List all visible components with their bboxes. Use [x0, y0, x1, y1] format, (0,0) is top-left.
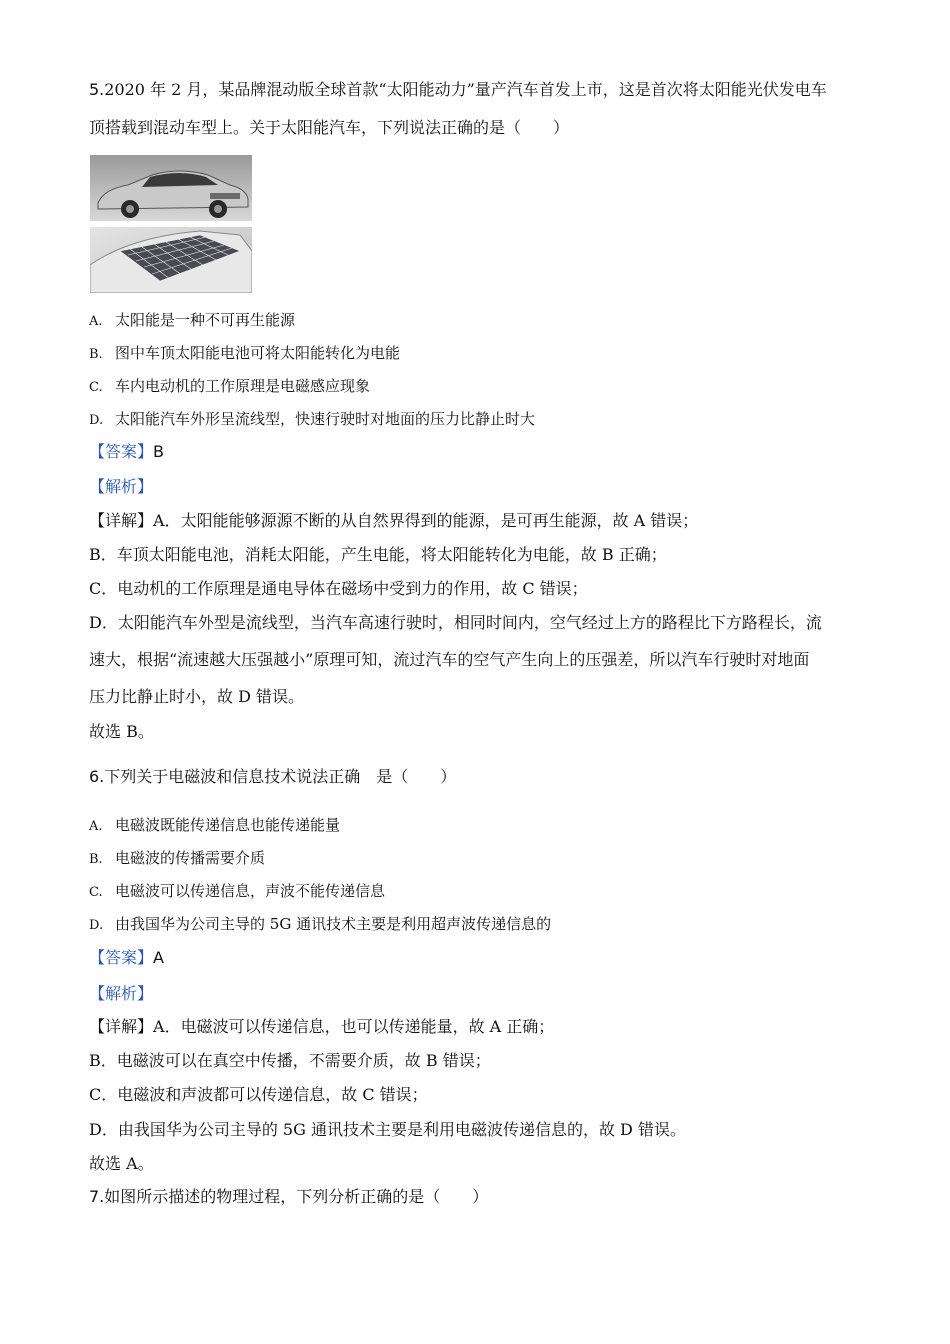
option-letter: A. — [89, 819, 103, 834]
q6-stem — [89, 767, 456, 787]
option-text: 由我国华为公司主导的 5G 通讯技术主要是利用超声波传递信息的 — [115, 915, 552, 933]
q5-analysis-tag: 【解析】 — [89, 477, 154, 496]
detail-text: A．电磁波可以传递信息，也可以传递能量，故 A 正确； — [153, 1017, 555, 1036]
q5-answer — [89, 442, 164, 462]
q7-stem — [89, 1187, 488, 1207]
q6-option-b[interactable] — [89, 848, 265, 870]
option-text: 电磁波既能传递信息也能传递能量 — [115, 816, 341, 834]
detail-text: A．太阳能能够源源不断的从自然界得到的能源，是可再生能源，故 A 错误； — [153, 511, 699, 530]
answer-value: B — [153, 442, 164, 461]
q6-analysis-tag: 【解析】 — [89, 984, 154, 1003]
q5-option-b[interactable] — [89, 343, 400, 365]
q7-number: 7. — [89, 1187, 105, 1206]
q5-stem-line2: 顶搭载到混动车型上。关于太阳能汽车，下列说法正确的是（ ） — [89, 118, 570, 137]
option-text: 图中车顶太阳能电池可将太阳能转化为电能 — [115, 344, 401, 362]
answer-tag: 【答案】 — [89, 442, 154, 461]
q5-detail-line: 速大，根据“流速越大压强越小”原理可知，流过汽车的空气产生向上的压强差，所以汽车行驶时对地面 — [89, 650, 810, 669]
option-text: 车内电动机的工作原理是电磁感应现象 — [115, 377, 371, 395]
q5-detail-line: C．电动机的工作原理是通电导体在磁场中受到力的作用，故 C 错误； — [89, 579, 588, 598]
q5-number: 5. — [89, 80, 105, 99]
q5-option-d[interactable] — [89, 409, 535, 431]
q6-answer — [89, 948, 164, 968]
option-letter: D. — [89, 413, 104, 428]
option-text: 太阳能是一种不可再生能源 — [115, 311, 296, 329]
option-text: 电磁波的传播需要介质 — [115, 849, 266, 867]
detail-tag: 【详解】 — [89, 1017, 154, 1036]
solar-car-figure — [90, 155, 252, 293]
q6-option-c[interactable] — [89, 881, 385, 903]
q5-conclusion: 故选 B。 — [89, 722, 154, 741]
solar-car-photo — [90, 155, 252, 293]
answer-value: A — [153, 948, 164, 967]
q6-detail-line: D．由我国华为公司主导的 5G 通讯技术主要是利用电磁波传递信息的，故 D 错误。 — [89, 1120, 686, 1139]
option-letter: C. — [89, 380, 103, 395]
q6-detail-line — [89, 1017, 554, 1037]
q6-detail-line: C．电磁波和声波都可以传递信息，故 C 错误； — [89, 1085, 428, 1104]
option-letter: A. — [89, 314, 103, 329]
option-letter: B. — [89, 347, 103, 362]
detail-tag: 【详解】 — [89, 511, 154, 530]
q5-detail-line: 压力比静止时小，故 D 错误。 — [89, 687, 305, 706]
q5-detail-line: D．太阳能汽车外型是流线型，当汽车高速行驶时，相同时间内，空气经过上方的路程比下方路程长，流 — [89, 613, 822, 632]
option-text: 太阳能汽车外形呈流线型，快速行驶时对地面的压力比静止时大 — [115, 410, 536, 428]
q5-option-a[interactable] — [89, 310, 295, 332]
option-letter: D. — [89, 918, 104, 933]
q5-detail-line: B．车顶太阳能电池，消耗太阳能，产生电能，将太阳能转化为电能，故 B 正确； — [89, 545, 667, 564]
q6-stem-text: 下列关于电磁波和信息技术说法正确 是（ ） — [104, 767, 457, 786]
option-letter: B. — [89, 852, 103, 867]
option-letter: C. — [89, 885, 103, 900]
q6-number: 6. — [89, 767, 105, 786]
q6-conclusion: 故选 A。 — [89, 1154, 154, 1173]
q6-option-d[interactable] — [89, 914, 551, 936]
answer-tag: 【答案】 — [89, 948, 154, 967]
q5-stem-line1 — [89, 80, 827, 100]
q5-detail-line — [89, 511, 698, 531]
q6-detail-line: B．电磁波可以在真空中传播，不需要介质，故 B 错误； — [89, 1051, 491, 1070]
q7-stem-text: 如图所示描述的物理过程，下列分析正确的是（ ） — [104, 1187, 489, 1206]
q5-stem-text-1: 2020 年 2 月，某品牌混动版全球首款“太阳能动力”量产汽车首发上市，这是首次将太阳能光伏发电车 — [104, 80, 827, 99]
q5-option-c[interactable] — [89, 376, 370, 398]
option-text: 电磁波可以传递信息，声波不能传递信息 — [115, 882, 386, 900]
q6-option-a[interactable] — [89, 815, 340, 837]
